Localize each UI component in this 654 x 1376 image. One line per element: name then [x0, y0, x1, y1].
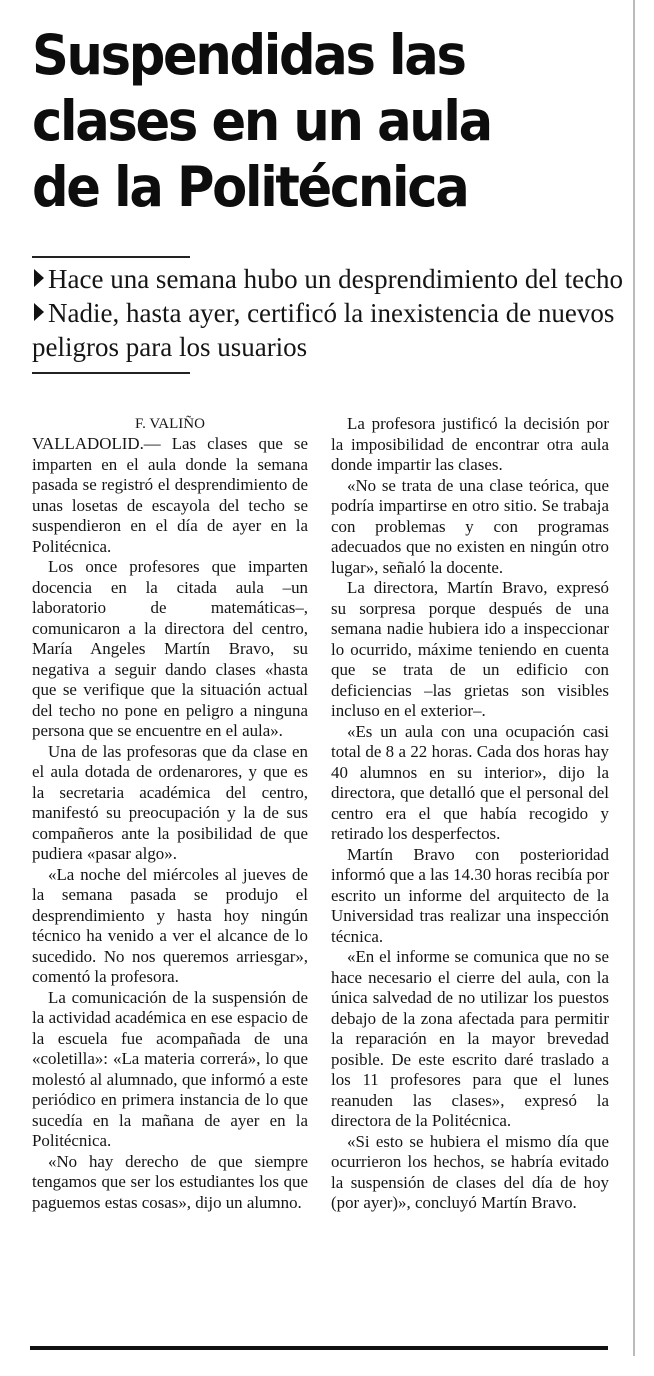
headline-line-1: Suspendidas las	[32, 23, 465, 87]
article-paragraph: Martín Bravo con posterioridad informó que a las 14.30 horas recibía por escrito un informe del arquitecto de la Universidad tras realizar una inspección técnica.	[331, 844, 609, 946]
bottom-rule	[30, 1346, 608, 1350]
article-paragraph: «Es un aula con una ocupación casi total de 8 a 22 horas. Cada dos horas hay 40 alumnos en su interior», dijo la directora, que detalló que el personal del centro era el que había recogido y retirado los desperfectos.	[331, 721, 609, 843]
page-edge-line	[633, 0, 635, 1356]
article-paragraph: Los once profesores que imparten docencia en la citada aula –un laboratorio de matemáticas–, comunicaron a la directora del centro, María Angeles Martín Bravo, su negativa a seguir dando clases «hasta que se verifique que la situación actual del techo no pone en peligro a ninguna persona que se encuentre en el aula».	[32, 557, 308, 740]
headline-line-2: clases en un aula	[32, 89, 491, 153]
headline-line-3: de la Politécnica	[32, 155, 468, 219]
article-paragraph: La profesora justificó la decisión por la imposibilidad de encontrar otra aula donde impartir las clases.	[331, 414, 609, 474]
article-column-right	[331, 414, 609, 1214]
subheadline	[32, 262, 632, 364]
article-paragraph: «No se trata de una clase teórica, que podría impartirse en otro sitio. Se trabaja con problemas y con programas adecuados que no existen en ningún otro lugar», señaló la docente.	[331, 475, 609, 577]
headline	[32, 22, 590, 220]
triangle-bullet-icon	[34, 303, 44, 321]
headline-rule	[32, 256, 190, 258]
article-paragraph: La comunicación de la suspensión de la actividad académica en ese espacio de la escuela fue acompañada de una «coletilla»: «La materia correrá», lo que molestó al alumnado, que informó a este periódico en primera instancia de lo que sucedía en la mañana de ayer en la Politécnica.	[32, 987, 308, 1150]
triangle-bullet-icon	[34, 269, 44, 287]
article-paragraph: «No hay derecho de que siempre tengamos que ser los estudiantes los que paguemos estas cosas», dijo un alumno.	[32, 1151, 308, 1212]
article-paragraph: VALLADOLID.— Las clases que se imparten en el aula donde la semana pasada se registró el desprendimiento de unas losetas de escayola del techo se suspendieron en el día de ayer en la Politécnica.	[32, 434, 308, 556]
subhead-part-2: Nadie, hasta ayer, certificó la inexistencia de nuevos peligros para los usuarios	[32, 298, 615, 362]
byline: F. VALIÑO	[135, 416, 205, 432]
subhead-part-1: Hace una semana hubo un desprendimiento del techo	[48, 264, 624, 294]
article-column-left	[32, 414, 308, 1213]
article-paragraph: Una de las profesoras que da clase en el aula dotada de ordenarores, y que es la secretaria académica del centro, manifestó su preocupación y la de sus compañeros ante la posibilidad de que pudiera «pasar algo».	[32, 741, 308, 863]
article-paragraph: «La noche del miércoles al jueves de la semana pasada se produjo el desprendimiento y hasta hoy ningún técnico ha venido a ver el alcance de lo sucedido. No nos queremos arriesgar», comentó la profesora.	[32, 864, 308, 986]
subhead-rule	[32, 372, 190, 374]
article-paragraph: «En el informe se comunica que no se hace necesario el cierre del aula, con la única salvedad de no utilizar los puestos debajo de la zona afectada para permitir la reparación en la mayor brevedad posible. De este escrito daré traslado a los 11 profesores para que el lunes reanuden las clases», expresó la directora de la Politécnica.	[331, 947, 609, 1130]
article-paragraph: La directora, Martín Bravo, expresó su sorpresa porque después de una semana nadie hubiera ido a inspeccionar lo ocurrido, máxime teniendo en cuenta que se trata de un edificio con deficiencias –las grietas son visibles incluso en el exterior–.	[331, 578, 609, 720]
article-paragraph: «Si esto se hubiera el mismo día que ocurrieron los hechos, se habría evitado la suspensión de clases del día de hoy (por ayer)», concluyó Martín Bravo.	[331, 1131, 609, 1212]
